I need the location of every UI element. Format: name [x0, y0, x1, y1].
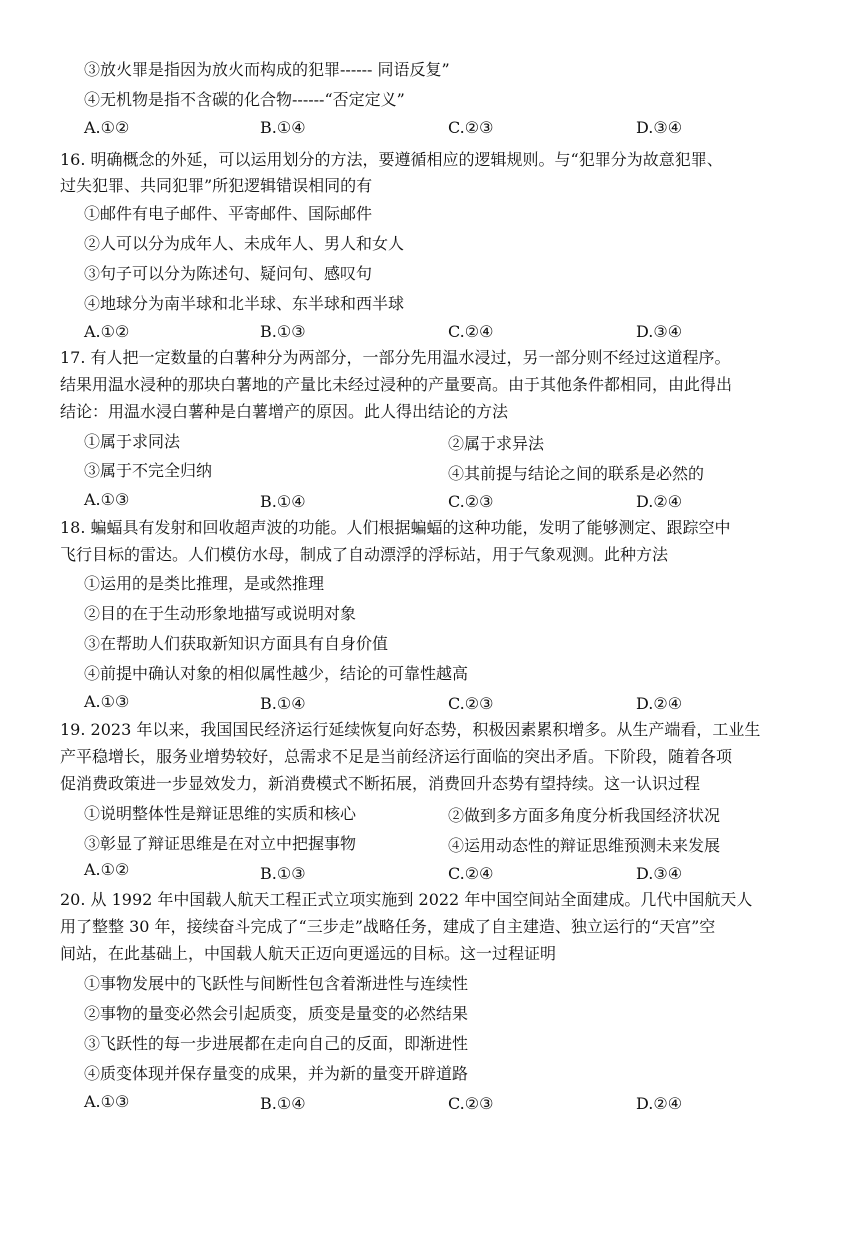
q17-option-a: A.①③ — [84, 490, 130, 509]
q19-stem-line-2: 产平稳增长，服务业增势较好，总需求不足是当前经济运行面临的突出矛盾。下阶段，随着各项 — [60, 747, 733, 766]
q19-option-d: D.③④ — [636, 864, 683, 883]
q15-item-4: ④无机物是指不含碳的化合物------“否定定义” — [84, 90, 405, 109]
q16-item-3: ③句子可以分为陈述句、疑问句、感叹句 — [84, 264, 373, 283]
q16-item-2: ②人可以分为成年人、未成年人、男人和女人 — [84, 234, 405, 253]
q16-option-b: B.①③ — [260, 322, 306, 341]
q16-item-1: ①邮件有电子邮件、平寄邮件、国际邮件 — [84, 204, 373, 223]
q15-option-d: D.③④ — [636, 118, 683, 137]
q18-stem-line-2: 飞行目标的雷达。人们模仿水母，制成了自动漂浮的浮标站，用于气象观测。此种方法 — [60, 545, 669, 564]
q19-stem-line-1: 19. 2023 年以来，我国国民经济运行延续恢复向好态势，积极因素累积增多。从生产端看，工业生 — [60, 720, 761, 739]
q17-stem-line-2: 结果用温水浸种的那块白薯地的产量比未经过浸种的产量要高。由于其他条件都相同，由此得出 — [60, 375, 733, 394]
q16-option-a: A.①② — [84, 322, 130, 341]
q15-item-3: ③放火罪是指因为放火而构成的犯罪------ 同语反复” — [84, 60, 450, 79]
q16-stem-line-2: 过失犯罪、共同犯罪”所犯逻辑错误相同的有 — [60, 176, 373, 195]
q20-item-3: ③飞跃性的每一步进展都在走向自己的反面，即渐进性 — [84, 1034, 469, 1053]
q16-item-4: ④地球分为南半球和北半球、东半球和西半球 — [84, 294, 405, 313]
q15-option-b: B.①④ — [260, 118, 306, 137]
q19-option-c: C.②④ — [448, 864, 494, 883]
q20-item-2: ②事物的量变必然会引起质变，质变是量变的必然结果 — [84, 1004, 469, 1023]
q17-stem-line-1: 17. 有人把一定数量的白薯种分为两部分，一部分先用温水浸过，另一部分则不经过这道程序。 — [60, 348, 731, 367]
q17-item-1: ①属于求同法 — [84, 432, 181, 451]
q19-option-a: A.①② — [84, 860, 130, 879]
q16-option-c: C.②④ — [448, 322, 494, 341]
q17-item-3: ③属于不完全归纳 — [84, 461, 213, 480]
q15-option-c: C.②③ — [448, 118, 494, 137]
q18-option-d: D.②④ — [636, 694, 683, 713]
q16-stem-line-1: 16. 明确概念的外延，可以运用划分的方法，要遵循相应的逻辑规则。与“犯罪分为故意犯罪、 — [60, 150, 723, 169]
q18-stem-line-1: 18. 蝙蝠具有发射和回收超声波的功能。人们根据蝙蝠的这种功能，发明了能够测定、跟踪空中 — [60, 518, 731, 537]
q20-option-c: C.②③ — [448, 1094, 494, 1113]
q20-item-1: ①事物发展中的飞跃性与间断性包含着渐进性与连续性 — [84, 974, 469, 993]
q20-option-d: D.②④ — [636, 1094, 683, 1113]
q19-stem-line-3: 促消费政策进一步显效发力，新消费模式不断拓展，消费回升态势有望持续。这一认识过程 — [60, 774, 701, 793]
q20-option-b: B.①④ — [260, 1094, 306, 1113]
q19-item-2: ②做到多方面多角度分析我国经济状况 — [448, 806, 721, 825]
q18-option-c: C.②③ — [448, 694, 494, 713]
q20-item-4: ④质变体现并保存量变的成果，并为新的量变开辟道路 — [84, 1064, 469, 1083]
q17-item-4: ④其前提与结论之间的联系是必然的 — [448, 464, 705, 483]
q20-stem-line-2: 用了整整 30 年，接续奋斗完成了“三步走”战略任务，建成了自主建造、独立运行的“天宫”空 — [60, 917, 716, 936]
q15-option-a: A.①② — [84, 118, 130, 137]
q17-option-b: B.①④ — [260, 492, 306, 511]
q18-item-1: ①运用的是类比推理，是或然推理 — [84, 574, 325, 593]
q18-option-b: B.①④ — [260, 694, 306, 713]
q19-item-4: ④运用动态性的辩证思维预测未来发展 — [448, 836, 721, 855]
q18-item-3: ③在帮助人们获取新知识方面具有自身价值 — [84, 634, 389, 653]
q17-stem-line-3: 结论：用温水浸白薯种是白薯增产的原因。此人得出结论的方法 — [60, 402, 509, 421]
q17-item-2: ②属于求异法 — [448, 434, 545, 453]
q19-option-b: B.①③ — [260, 864, 306, 883]
q20-stem-line-1: 20. 从 1992 年中国载人航天工程正式立项实施到 2022 年中国空间站全面建成。几代中国航天人 — [60, 890, 753, 909]
q17-option-c: C.②③ — [448, 492, 494, 511]
q18-item-2: ②目的在于生动形象地描写或说明对象 — [84, 604, 357, 623]
q19-item-3: ③彰显了辩证思维是在对立中把握事物 — [84, 834, 357, 853]
q20-option-a: A.①③ — [84, 1092, 130, 1111]
q17-option-d: D.②④ — [636, 492, 683, 511]
q20-stem-line-3: 间站，在此基础上，中国载人航天正迈向更遥远的目标。这一过程证明 — [60, 944, 557, 963]
q19-item-1: ①说明整体性是辩证思维的实质和核心 — [84, 804, 357, 823]
q16-option-d: D.③④ — [636, 322, 683, 341]
q18-option-a: A.①③ — [84, 692, 130, 711]
q18-item-4: ④前提中确认对象的相似属性越少，结论的可靠性越高 — [84, 664, 469, 683]
